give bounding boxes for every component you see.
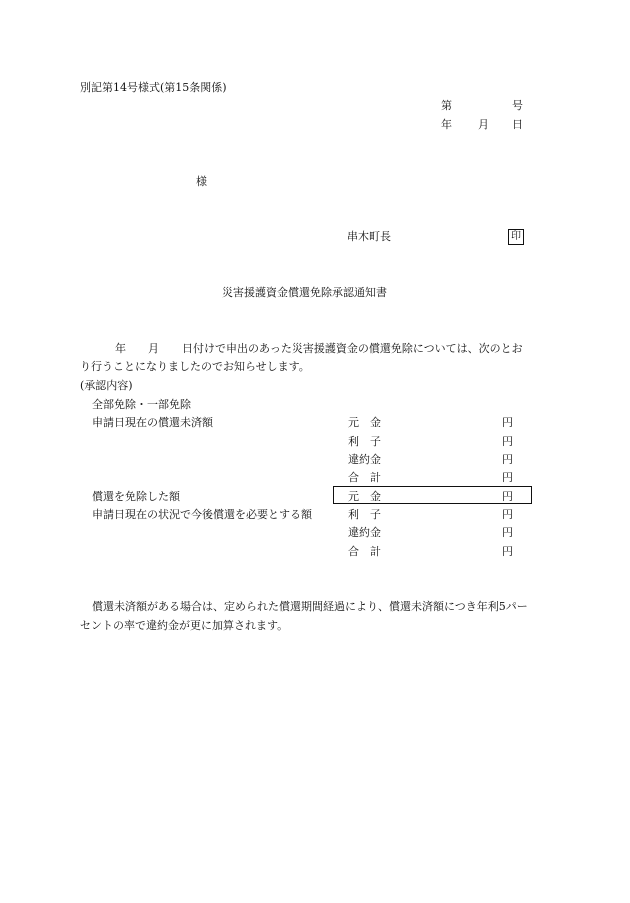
date-year: 年 <box>441 118 452 131</box>
row-unit: 円 <box>502 545 513 558</box>
form-number: 別記第14号様式(第15条関係) <box>80 81 227 94</box>
number-prefix: 第 <box>441 99 452 112</box>
seal-mark: 印 <box>508 229 524 245</box>
row-unit: 円 <box>502 453 513 466</box>
group-label-remaining: 申請日現在の状況で今後償還を必要とする額 <box>92 508 312 521</box>
document-title: 災害援護資金償還免除承認通知書 <box>222 286 387 299</box>
row-unit: 円 <box>502 416 513 429</box>
approval-type: 全部免除・一部免除 <box>92 398 191 411</box>
approval-heading: (承認内容) <box>80 379 133 392</box>
sender-title: 串木町長 <box>347 230 391 243</box>
footer-note-line-1: 償還未済額がある場合は、定められた償還期間経過により、償還未済額につき年利5パー <box>92 600 528 613</box>
row-unit: 円 <box>502 435 513 448</box>
row-item: 元 金 <box>348 490 381 503</box>
footer-note-line-2: セントの率で違約金が更に加算されます。 <box>80 619 289 632</box>
intro-year: 年 <box>115 342 126 355</box>
date-day: 日 <box>512 118 523 131</box>
group-label-outstanding: 申請日現在の償還未済額 <box>92 416 213 429</box>
row-item: 利 子 <box>348 508 381 521</box>
addressee-honorific: 様 <box>196 175 207 188</box>
row-item: 違約金 <box>348 526 381 539</box>
intro-month: 月 <box>148 342 159 355</box>
number-suffix: 号 <box>512 99 523 112</box>
row-item: 合 計 <box>348 545 381 558</box>
row-unit: 円 <box>502 490 513 503</box>
row-item: 利 子 <box>348 435 381 448</box>
date-month: 月 <box>478 118 489 131</box>
row-unit: 円 <box>502 526 513 539</box>
row-item: 合 計 <box>348 471 381 484</box>
group-label-exempted: 償還を免除した額 <box>92 490 180 503</box>
row-item: 違約金 <box>348 453 381 466</box>
intro-line-2: り行うことになりましたのでお知らせします。 <box>80 360 310 373</box>
row-item: 元 金 <box>348 416 381 429</box>
intro-line-1: 日付けで申出のあった災害援護資金の償還免除については、次のとお <box>182 342 523 355</box>
row-unit: 円 <box>502 508 513 521</box>
row-unit: 円 <box>502 471 513 484</box>
